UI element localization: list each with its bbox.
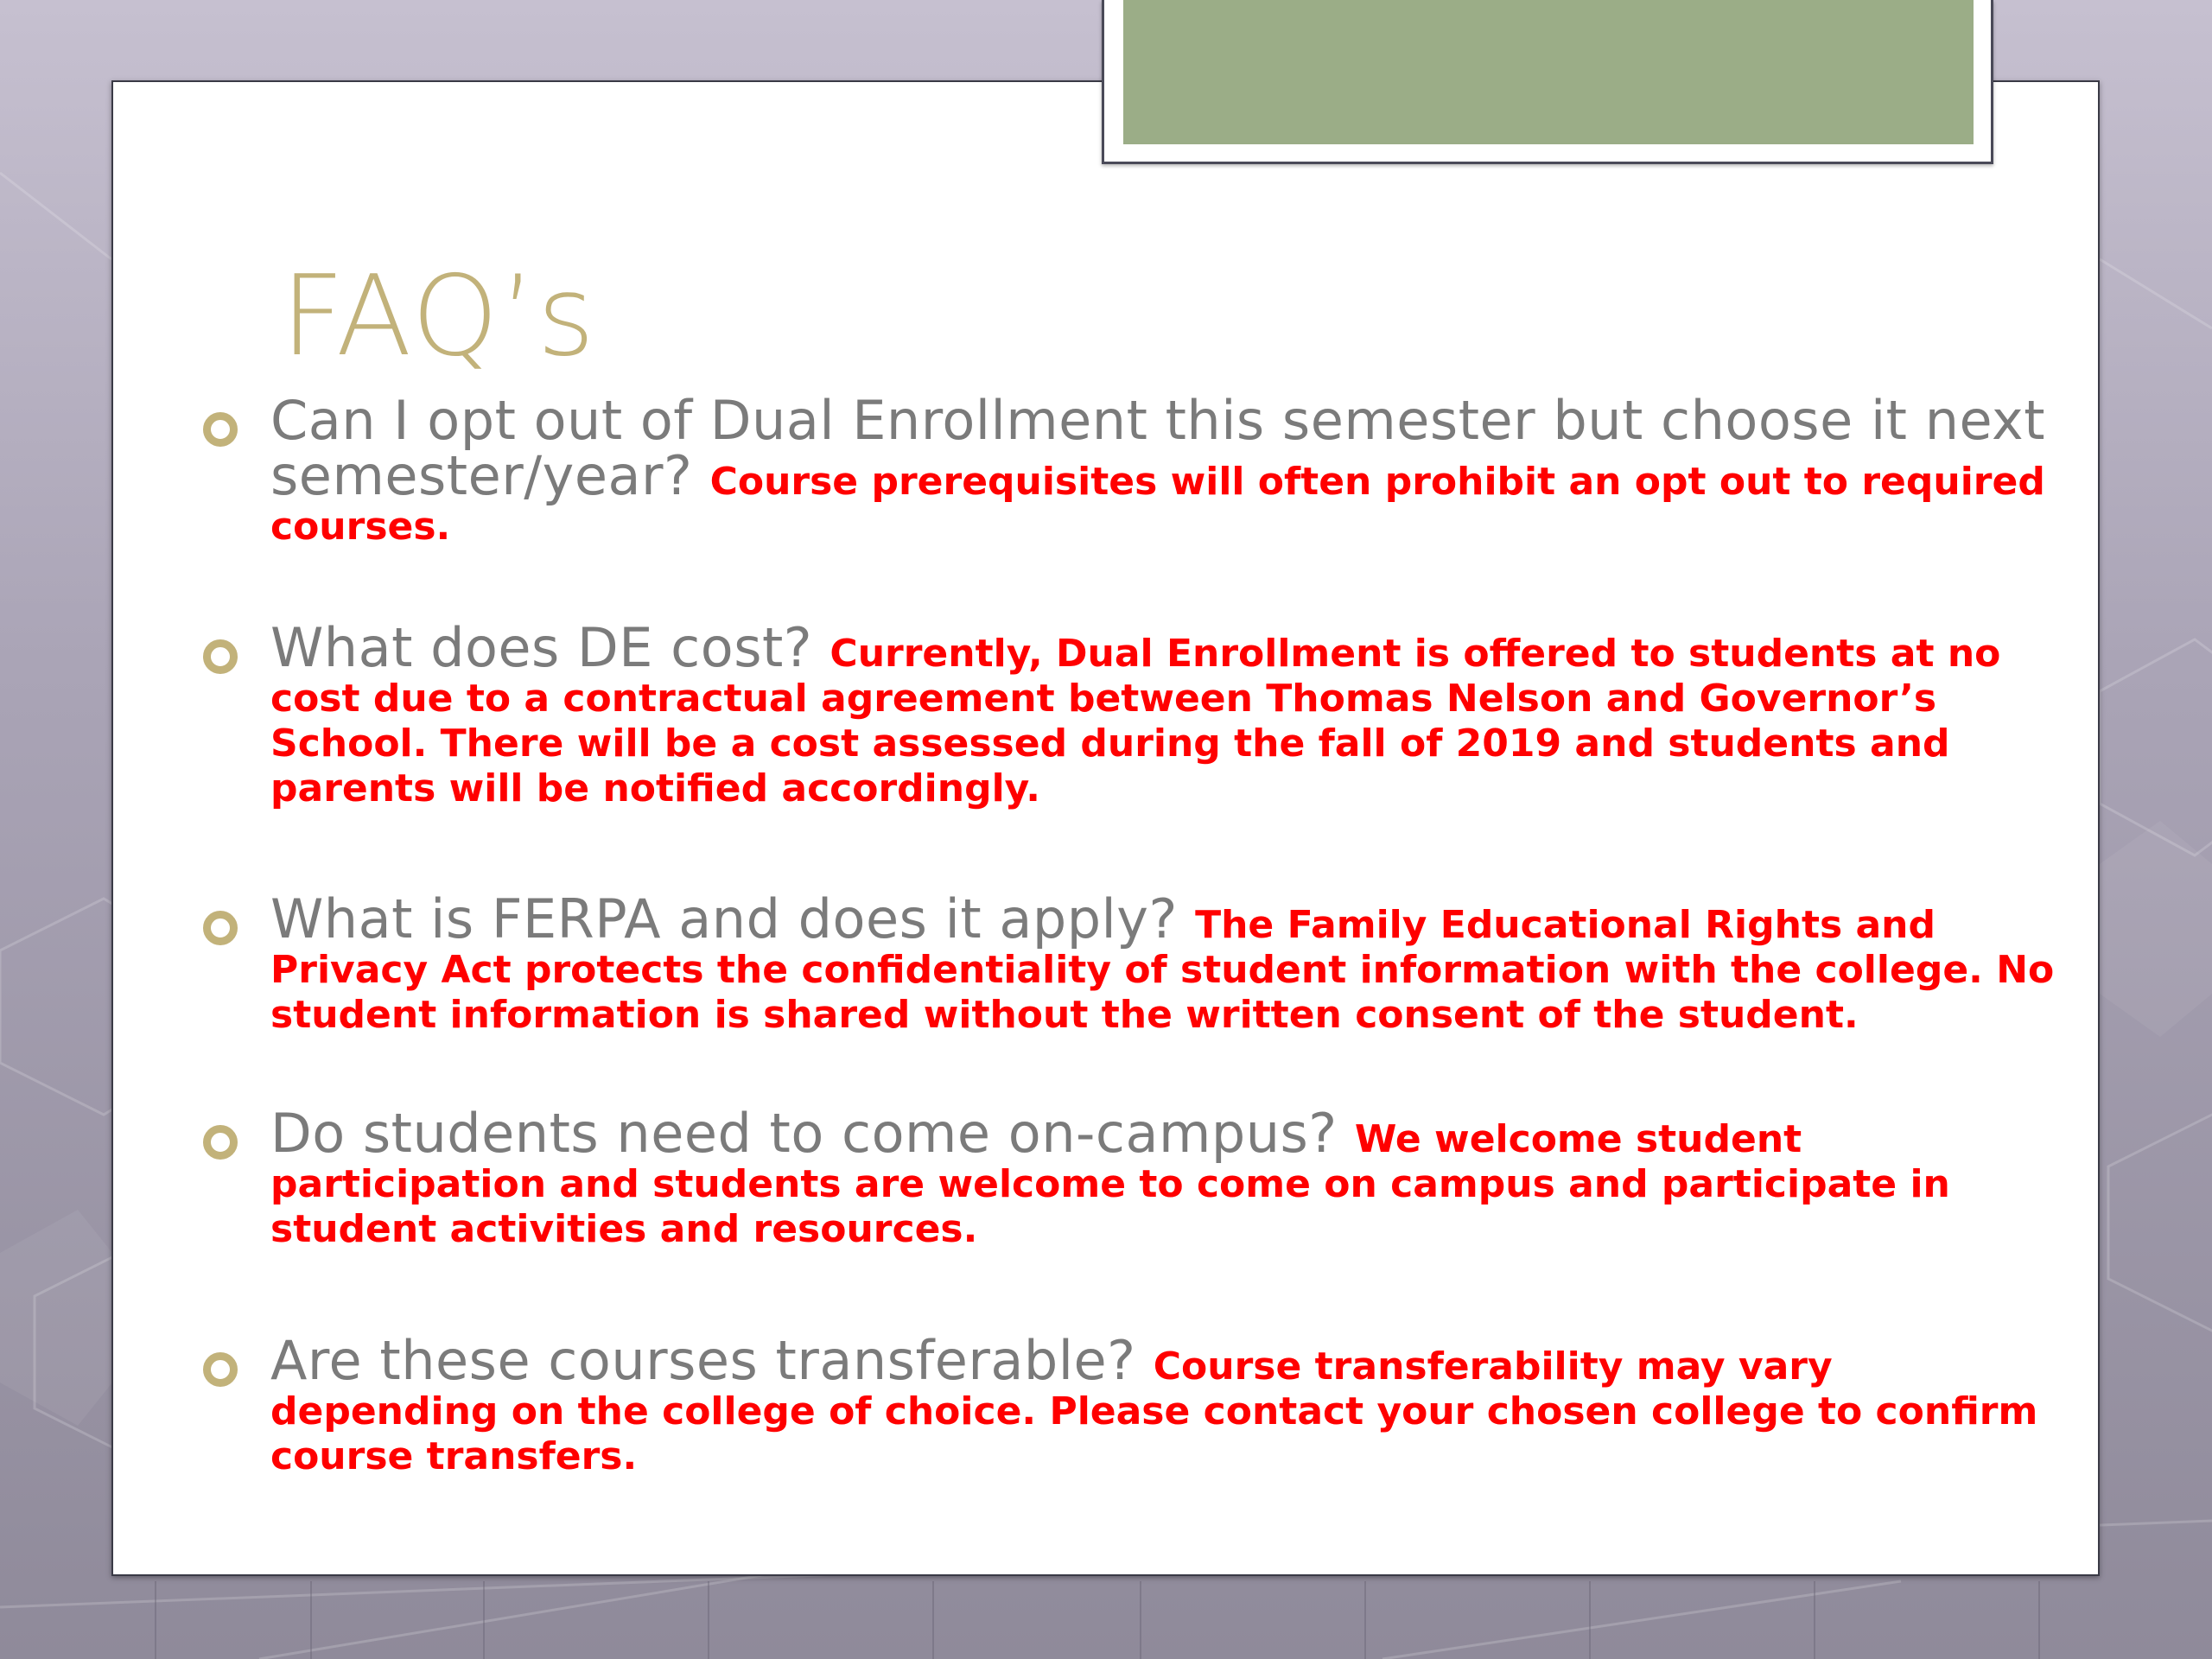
circle-bullet-icon xyxy=(203,911,238,945)
accent-box xyxy=(1123,0,1974,144)
faq-question: Can I opt out of Dual Enrollment this semester but choose it next semester/year? xyxy=(270,389,2046,507)
circle-bullet-icon xyxy=(203,1352,238,1387)
circle-bullet-icon xyxy=(203,1125,238,1160)
faq-answer: The Family Educational Rights and Privacy Act protects the confidentiality of student information with the college. No student information is shared without the written consent of the student. xyxy=(270,903,2055,1037)
faq-answer: Course prerequisites will often prohibit an opt out to required courses. xyxy=(270,460,2045,549)
faq-text xyxy=(270,887,2068,1038)
faq-text xyxy=(270,389,2068,550)
faq-question: Are these courses transferable? xyxy=(270,1329,1154,1392)
circle-bullet-icon xyxy=(203,412,238,447)
faq-answer: Currently, Dual Enrollment is offered to students at no cost due to a contractual agreement between Thomas Nelson and Governor’s School. There will be a cost assessed during the fall of 2019 and students and parents will be notified accordingly. xyxy=(270,632,2001,810)
slide-title: FAQ’s xyxy=(281,252,597,381)
faq-question: What does DE cost? xyxy=(270,616,830,679)
faq-text xyxy=(270,616,2068,811)
faq-question: Do students need to come on-campus? xyxy=(270,1102,1355,1165)
faq-answer: We welcome student participation and students are welcome to come on campus and participate in student activities and resources. xyxy=(270,1117,1950,1251)
circle-bullet-icon xyxy=(203,639,238,674)
faq-text xyxy=(270,1329,2068,1479)
faq-question: What is FERPA and does it apply? xyxy=(270,887,1196,950)
faq-answer: Course transferability may vary depending on the college of choice. Please contact your chosen college to confirm course transfers. xyxy=(270,1344,2038,1478)
faq-text xyxy=(270,1102,2068,1252)
